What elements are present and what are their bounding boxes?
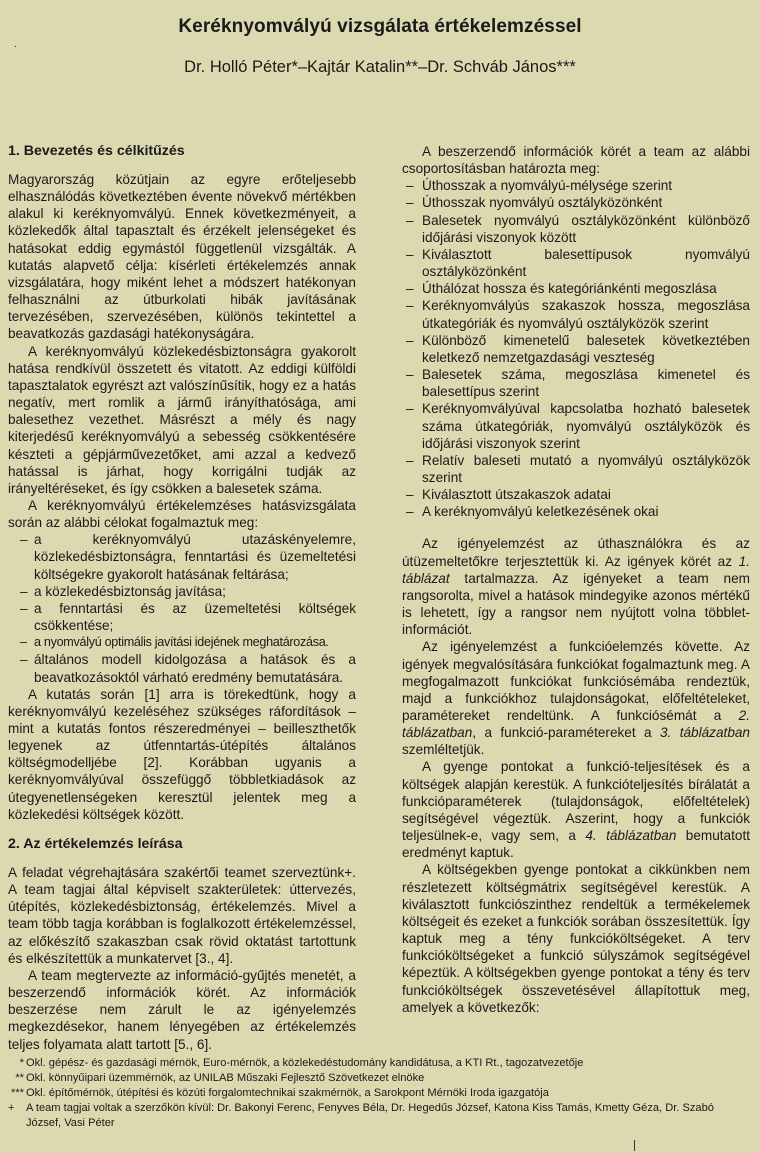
list-item: – Keréknyomvályús szakaszok hossza, megoszlása útkategóriák és nyomvályú osztályközök szerint	[402, 297, 750, 331]
list-item: – Kiválasztott balesettípusok nyomvályú osztályközönként	[402, 246, 750, 280]
list-item: – a közlekedésbiztonság javítása;	[8, 583, 356, 600]
paragraph: A költségekben gyenge pontokat a cikkünkben nem részletezett költségmátrix segítségével kerestük. A kiválasztott funkciószinthez rendeltük a termékelemek költségeit és ezeket a funkciók sorában összesítettük. Így kaptuk meg a tény funkcióköltségeket. A terv funkcióköltségeket a funkció súlyszámok segítségével képeztük. A költségekben gyenge pontokat a tény és terv funkcióköltségek összevetésével állapítottuk meg, amelyek a következők:	[402, 862, 750, 1015]
list-item: – A keréknyomvályú keletkezésének okai	[402, 503, 750, 520]
list-item: – Úthosszak a nyomvályú-mélysége szerint	[402, 177, 750, 194]
footnote-text: Okl. könnyűipari üzemmérnök, az UNILAB Műszaki Fejlesztő Szövetkezet elnöke	[26, 1072, 425, 1085]
article-title: Keréknyomvályú vizsgálata értékelemzéssel	[178, 16, 582, 37]
section-heading-description: 2. Az értékelemzés leírása	[8, 835, 183, 852]
list-item: – Úthálózat hossza és kategóriánkénti megoszlása	[402, 280, 750, 297]
list-item: – Balesetek nyomvályú osztályközönként különböző időjárási viszonyok között	[402, 212, 750, 246]
right-column	[402, 143, 750, 1016]
footnote	[6, 1071, 746, 1086]
goals-list	[8, 531, 356, 685]
list-item: – Relatív baleseti mutató a nyomvályú osztályközök szerint	[402, 452, 750, 486]
list-item: – Keréknyomvályúval kapcsolatba hozható balesetek száma útkategóriák, nyomvályú osztályközök és időjárási viszonyok szerint	[402, 400, 750, 451]
paragraph: A keréknyomvályú közlekedésbiztonságra gyakorolt hatása rendkívül összetett és vitatott. Az eddigi külföldi tapasztalatok egyrészt azt valószínűsítik, hogy ez a hatás negatív, mert romlik a jármű irányíthatósága, ami balesethez vezethet. Másrészt a mély és nagy kiterjedésű keréknyomvályú a sebesség csökkentésére készteti a gépjárművezetőket, ami azzal a kedvező hatással is járhat, hogy korrigálni tudják az irányeltéréseket, és így csökken a balesetek száma.	[8, 343, 356, 496]
page-edge-mark	[634, 1140, 635, 1151]
paragraph: A team megtervezte az információ-gyűjtés menetét, a beszerzendő információk körét. Az információk beszerzése nem zárult le az igényelemzés megkezdésekor, hanem lényegében az értékelemzés teljes folyamata alatt tartott [5., 6].	[8, 967, 356, 1052]
footnote	[6, 1086, 746, 1101]
footnote	[6, 1101, 746, 1131]
footnote-text: A team tagjai voltak a szerzőkön kívül: Dr. Bakonyi Ferenc, Fenyves Béla, Dr. Hegedűs József, Katona Kiss Tamás, Kmetty Géza, Dr. Szabó József, Vasi Péter	[26, 1102, 714, 1130]
footnote-mark: +	[8, 1102, 15, 1115]
list-item: – Balesetek száma, megoszlása kimenetel és balesettípus szerint	[402, 366, 750, 400]
footnote-text: Okl. építőmérnök, útépítési és közúti forgalomtechnikai szakmérnök, a Sarokpont Mérnöki Iroda igazgatója	[26, 1087, 549, 1100]
footnote-mark: **	[15, 1072, 24, 1085]
paragraph: A kutatás során [1] arra is törekedtünk, hogy a keréknyomvályú kezeléséhez szükséges ráfordítások – mint a kutatás fontos részeredményei – beilleszthetők legyenek az útfenntartás-útépítés általános költségmodelljébe [2]. Korábban ugyanis a keréknyomvályúval összefüggő többletkiadások az útegyenetlenségeken keresztül jelentek meg a közlekedési költségek között.	[8, 686, 356, 822]
table-reference: 1. táblázat	[402, 553, 750, 586]
paragraph: A beszerzendő információk körét a team az alábbi csoportosításban határozta meg:	[402, 144, 750, 177]
footnotes	[6, 1056, 746, 1131]
paragraph: Az igényelemzést az úthasználókra és az útüzemeltetőkre terjesztettük ki. Az igények körét az 1. táblázat tartalmazza. Az igényeket a team nem rangsorolta, mivel a hatások mindegyike azonos mértékű is lehetett, így a rangsor nem nyújtott volna többlet-információt.	[402, 536, 750, 638]
table-reference: 4. táblázatban	[585, 828, 677, 844]
footnote-mark: ***	[11, 1087, 24, 1100]
paragraph: A gyenge pontokat a funkció-teljesítések és a költségek alapján kerestük. A funkcióteljesítés bírálatát a funkcióparaméterek (tulajdonságok, előfeltételek) segítségével végeztük. Aszerint, hogy a funkciók teljesülnek-e, vagy sem, a 4. táblázatban bemutatott eredményt kaptuk.	[402, 759, 751, 861]
information-list	[402, 177, 750, 520]
footnote-mark: *	[19, 1057, 24, 1069]
list-item: – általános modell kidolgozása a hatások és a beavatkozásoktól várható eredmény bemutatására.	[8, 651, 356, 685]
spacer	[402, 520, 750, 535]
footnote-text: Okl. gépész- és gazdasági mérnök, Euro-mérnök, a közlekedéstudomány kandidátusa, a KTI Rt., tagozatvezetője	[26, 1057, 584, 1069]
footnote	[6, 1056, 746, 1071]
left-column	[8, 143, 356, 1053]
paragraph: Magyarország közútjain az egyre erőteljesebb elhasználódás következtében évente növekvő mértékben alakul ki keréknyomvályú. Ennek következményeit, a közlekedők által tapasztalt és érzékelt jelenségeket és hatásokat eddig egymástól függetlenül vizsgálták. A kutatás alapvető célja: kísérleti értékelemzés annak vizsgálatára, hogy miként lehet a módszert hatékonyan felhasználni az útburkolati hibák javításának tervezésében, szervezésében, különös tekintettel a beavatkozás gazdasági hatékonyságára.	[8, 172, 356, 342]
list-item: – a nyomvályú optimális javítási idejének meghatározása.	[8, 634, 356, 651]
article-authors: Dr. Holló Péter*–Kajtár Katalin**–Dr. Schváb János***	[184, 58, 576, 76]
section-heading-introduction: 1. Bevezetés és célkitűzés	[8, 143, 185, 159]
paragraph: A feladat végrehajtására szakértői teamet szerveztünk+. A team tagjai által képviselt szakterületek: úttervezés, útépítés, közlekedésbiztonság, értékelemzés. Mivel a team több tagja korábban is foglalkozott értékelemzéssel, az előkészítő szakaszban csak rövid oktatást tartottunk és elkészítettük a munkatervet [3., 4].	[8, 864, 356, 966]
list-item: – Különböző kimenetelű balesetek következtében keletkező nemzetgazdasági veszteség	[402, 332, 750, 366]
table-reference: 3. táblázatban	[659, 725, 750, 741]
list-item: – Kiválasztott útszakaszok adatai	[402, 486, 750, 503]
header-dot: .	[14, 39, 17, 50]
table-reference: 2. táblázatban	[402, 708, 750, 741]
list-item: – Úthosszak nyomvályú osztályközönként	[402, 194, 750, 211]
paragraph: A keréknyomvályú értékelemzéses hatásvizsgálata során az alábbi célokat fogalmaztuk meg:	[8, 497, 356, 531]
list-item: – a keréknyomvályú utazáskényelemre, közlekedésbiztonságra, fenntartási és üzemeltetési költségekre gyakorolt hatásának feltárása;	[8, 531, 356, 582]
list-item: – a fenntartási és az üzemeltetési költségek csökkentése;	[8, 600, 356, 634]
paragraph: Az igényelemzést a funkcióelemzés követte. Az igények megvalósítására funkciókat fogalmaztunk meg. A megfogalmazott funkciókat funkciósémába rendeztük, majd a funkciókhoz tulajdonságokat, előfeltételeket, paramétereket rendeltünk. A funkciósémát a 2. táblázatban, a funkció-paramétereket a 3. táblázatban szemléltetjük.	[402, 639, 750, 758]
